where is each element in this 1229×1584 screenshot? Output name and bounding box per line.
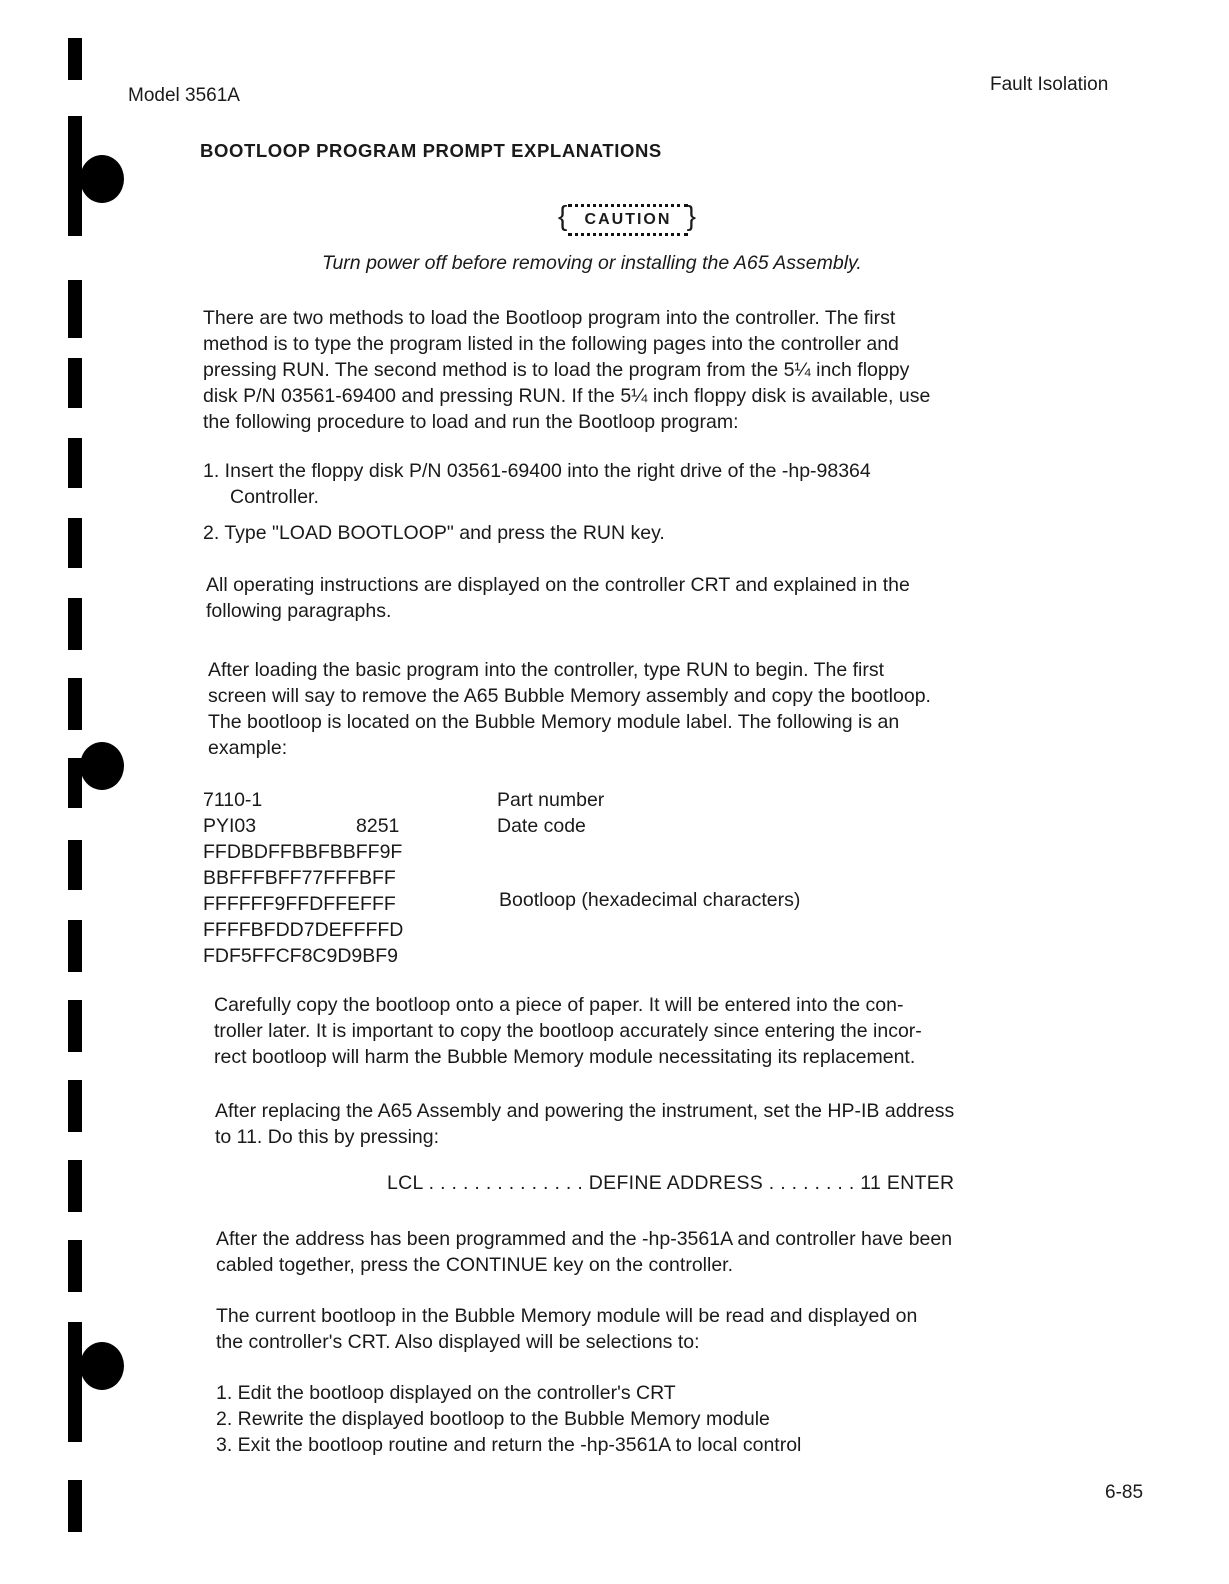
bootloop-hex-line: FFDBDFFBBFBBFF9F <box>203 841 403 863</box>
copy-warning-paragraph <box>214 992 1074 1070</box>
margin-mark <box>68 1000 82 1052</box>
margin-mark <box>68 280 82 338</box>
part-number-label: Part number <box>497 789 605 811</box>
key-sequence: LCL . . . . . . . . . . . . . . DEFINE ADDRESS . . . . . . . . 11 ENTER <box>387 1172 955 1194</box>
bootloop-hex-line: FFFFFF9FFDFFEFFF <box>203 893 396 915</box>
margin-punch-hole <box>80 742 124 790</box>
margin-mark <box>68 358 82 408</box>
paragraph-line: troller later. It is important to copy the bootloop accurately since entering the incor- <box>214 1020 922 1042</box>
margin-mark <box>68 1080 82 1132</box>
paragraph-line: The bootloop is located on the Bubble Memory module label. The following is an <box>208 711 900 733</box>
bootloop-label: Bootloop (hexadecimal characters) <box>499 889 801 911</box>
paragraph-line: After loading the basic program into the controller, type RUN to begin. The first <box>208 659 884 681</box>
instructions-paragraph <box>206 572 1066 624</box>
paragraph-line: rect bootloop will harm the Bubble Memory module necessitating its replacement. <box>214 1046 916 1068</box>
paragraph-line: disk P/N 03561-69400 and pressing RUN. If the 5¼ inch floppy disk is available, use <box>203 385 931 407</box>
margin-mark <box>68 38 82 80</box>
margin-mark <box>68 678 82 730</box>
date-code-value: 8251 <box>356 815 400 837</box>
part-number-value: 7110-1 <box>203 789 263 811</box>
example-row-date <box>203 813 903 839</box>
list-item: 2. Rewrite the displayed bootloop to the Bubble Memory module <box>216 1408 770 1430</box>
paragraph-line: to 11. Do this by pressing: <box>215 1126 440 1148</box>
paragraph-line: following paragraphs. <box>206 600 392 622</box>
caution-badge: { CAUTION } <box>568 204 688 236</box>
paragraph-line: There are two methods to load the Bootloop program into the controller. The first <box>203 307 896 329</box>
margin-mark <box>68 920 82 972</box>
list-item: 2. Type "LOAD BOOTLOOP" and press the RUN key. <box>203 522 665 544</box>
paragraph-line: All operating instructions are displayed on the controller CRT and explained in the <box>206 574 910 596</box>
page-number: 6-85 <box>1105 1482 1144 1503</box>
paragraph-line: the following procedure to load and run the Bootloop program: <box>203 411 739 433</box>
margin-mark <box>68 1480 82 1532</box>
example-row-part <box>203 787 903 813</box>
margin-punch-hole <box>80 1342 124 1390</box>
paragraph-line: After replacing the A65 Assembly and powering the instrument, set the HP-IB address <box>215 1100 955 1122</box>
header-model: Model 3561A <box>128 85 240 106</box>
address-paragraph <box>215 1098 1075 1150</box>
loading-paragraph <box>208 657 1068 761</box>
margin-mark <box>68 1322 82 1442</box>
header-section: Fault Isolation <box>990 74 1109 95</box>
paragraph-line: After the address has been programmed and the -hp-3561A and controller have been <box>216 1228 953 1250</box>
bootloop-hex-line: BBFFFBFF77FFFBFF <box>203 867 396 889</box>
continue-paragraph <box>216 1226 1076 1278</box>
paragraph-line: Carefully copy the bootloop onto a piece of paper. It will be entered into the con- <box>214 994 904 1016</box>
list-item: 1. Edit the bootloop displayed on the controller's CRT <box>216 1382 676 1404</box>
margin-mark <box>68 1160 82 1212</box>
margin-mark <box>68 598 82 650</box>
margin-punch-hole <box>80 155 124 203</box>
paragraph-line: screen will say to remove the A65 Bubble Memory assembly and copy the bootloop. <box>208 685 931 707</box>
paragraph-line: pressing RUN. The second method is to load the program from the 5¼ inch floppy <box>203 359 910 381</box>
intro-paragraph <box>203 305 1063 435</box>
margin-mark <box>68 1240 82 1292</box>
load-steps-list <box>203 458 1023 546</box>
margin-mark <box>68 840 82 890</box>
section-title: BOOTLOOP PROGRAM PROMPT EXPLANATIONS <box>200 140 662 161</box>
bootloop-hex-line: FDF5FFCF8C9D9BF9 <box>203 945 399 967</box>
margin-mark <box>68 438 82 488</box>
paragraph-line: example: <box>208 737 288 759</box>
date-code-prefix: PYI03 <box>203 815 257 837</box>
paragraph-line: method is to type the program listed in the following pages into the controller and <box>203 333 899 355</box>
list-item-continuation: Controller. <box>230 486 319 508</box>
bootloop-hex-line: FFFFBFDD7DEFFFFD <box>203 919 404 941</box>
date-code-label: Date code <box>497 815 586 837</box>
crt-paragraph <box>216 1303 1076 1355</box>
margin-mark <box>68 518 82 568</box>
paragraph-line: The current bootloop in the Bubble Memory module will be read and displayed on <box>216 1305 918 1327</box>
paragraph-line: the controller's CRT. Also displayed will be selections to: <box>216 1331 700 1353</box>
list-item: 1. Insert the floppy disk P/N 03561-69400 into the right drive of the -hp-98364 <box>203 460 871 482</box>
list-item: 3. Exit the bootloop routine and return the -hp-3561A to local control <box>216 1434 802 1456</box>
paragraph-line: cabled together, press the CONTINUE key on the controller. <box>216 1254 734 1276</box>
caution-text: Turn power off before removing or installing the A65 Assembly. <box>322 252 862 274</box>
selections-list <box>216 1380 1036 1458</box>
